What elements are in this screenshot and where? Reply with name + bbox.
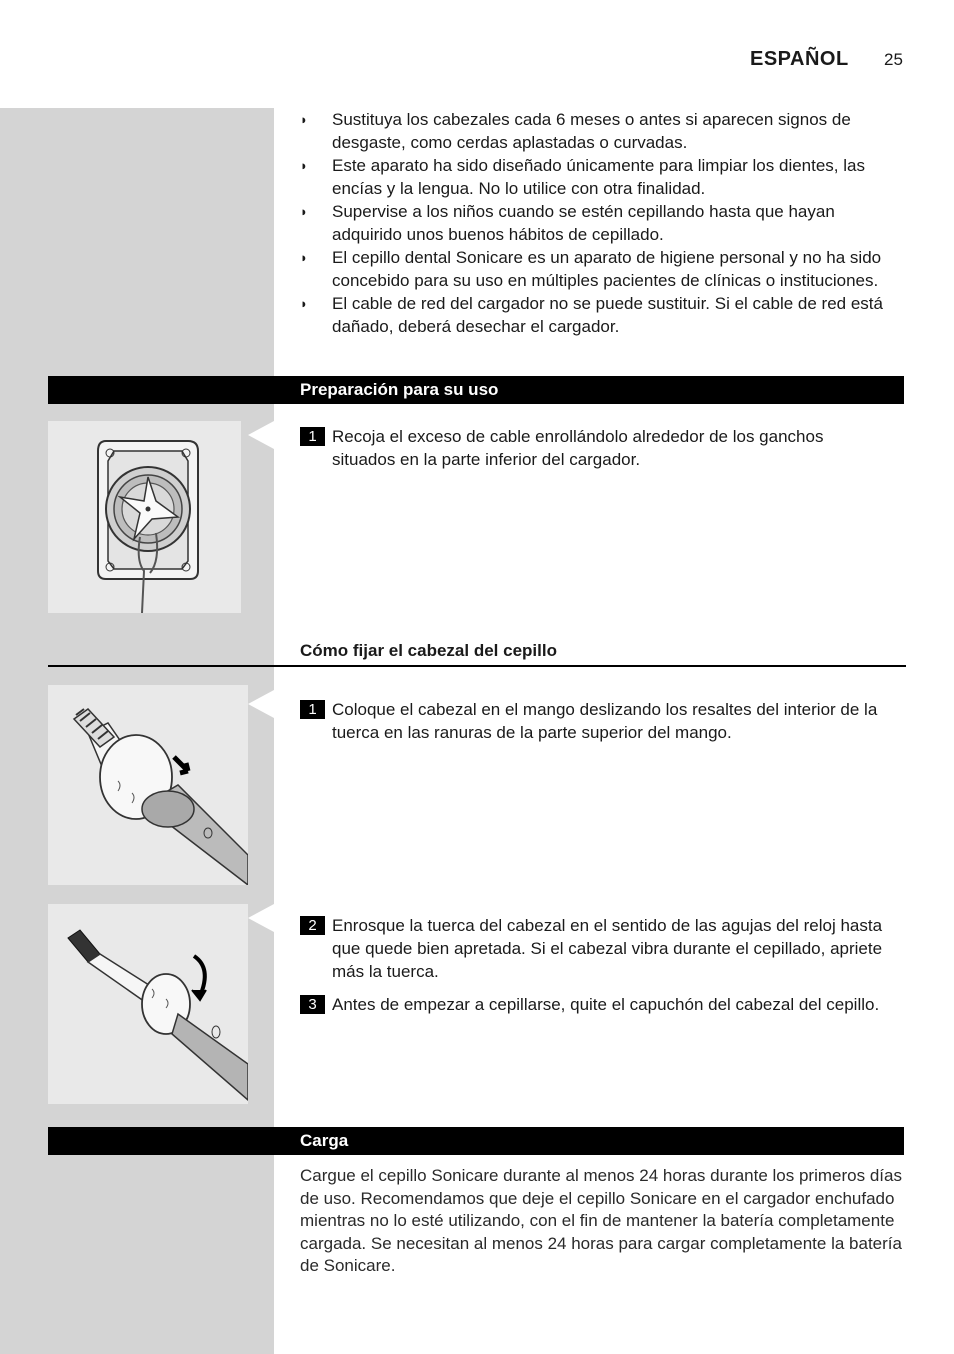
bullet-icon: ◗ [300,296,308,311]
page-number: 25 [884,50,903,69]
list-item: ◗ Sustituya los cabezales cada 6 meses o antes si aparecen signos de desgaste, como cerdas aplastadas o curvadas. [300,110,851,152]
figure-pointer [248,904,274,932]
bullet-icon: ◗ [300,204,308,219]
toothbrush-screw-icon [48,904,248,1104]
bullet-icon: ◗ [300,250,308,265]
subheading-rule [48,665,906,667]
list-item: ◗ Este aparato ha sido diseñado únicamente para limpiar los dientes, las encías y la lengua. No lo utilice con otra finalidad. [300,156,865,198]
list-item: ◗ El cepillo dental Sonicare es un aparato de higiene personal y no ha sido concebido para su uso en múltiples pacientes de clínicas o instituciones. [300,248,882,290]
step-number: 1 [300,700,325,719]
figure-pointer [248,421,274,449]
figure-pointer [248,690,274,718]
section-header-charging: Carga [48,1127,904,1155]
attach-step-2: 2 Enrosque la tuerca del cabezal en el sentido de las agujas del reloj hasta que quede bien apretada. Si el cabezal vibra durante el cepillado, apriete más la tuerca. [300,914,890,983]
step-number: 1 [300,427,325,446]
attach-head-illustration [48,685,248,885]
attach-step-3: 3 Antes de empezar a cepillarse, quite el capuchón del cabezal del cepillo. [300,993,890,1016]
charger-illustration [48,421,241,613]
charger-bottom-icon [48,421,241,613]
language-heading: ESPAÑOL [750,48,849,70]
section-header-preparation: Preparación para su uso [48,376,904,404]
bullet-icon: ◗ [300,112,308,127]
charging-paragraph: Cargue el cepillo Sonicare durante al menos 24 horas durante los primeros días de uso. Recomendamos que deje el cepillo Sonicare en el cargador enchufado mientras no lo esté utilizando, con el fin de mantener la batería completamente cargada. Se necesitan al menos 24 horas para cargar completamente la batería de Sonicare. [300,1166,902,1275]
safety-bullet-list [300,108,900,338]
bullet-icon: ◗ [300,158,308,173]
screw-head-illustration [48,904,248,1104]
prep-step-1: 1 Recoja el exceso de cable enrollándolo alrededor de los ganchos situados en la parte inferior del cargador. [300,425,890,471]
subheading-attach-head: Cómo fijar el cabezal del cepillo [300,641,557,660]
list-item: ◗ El cable de red del cargador no se puede sustituir. Si el cable de red está dañado, deberá desechar el cargador. [300,294,883,336]
attach-step-1: 1 Coloque el cabezal en el mango deslizando los resaltes del interior de la tuerca en las ranuras de la parte superior del mango. [300,698,890,744]
toothbrush-attach-icon [48,685,248,885]
list-item: ◗ Supervise a los niños cuando se estén cepillando hasta que hayan adquirido unos buenos hábitos de cepillado. [300,202,835,244]
step-number: 3 [300,995,325,1014]
step-number: 2 [300,916,325,935]
